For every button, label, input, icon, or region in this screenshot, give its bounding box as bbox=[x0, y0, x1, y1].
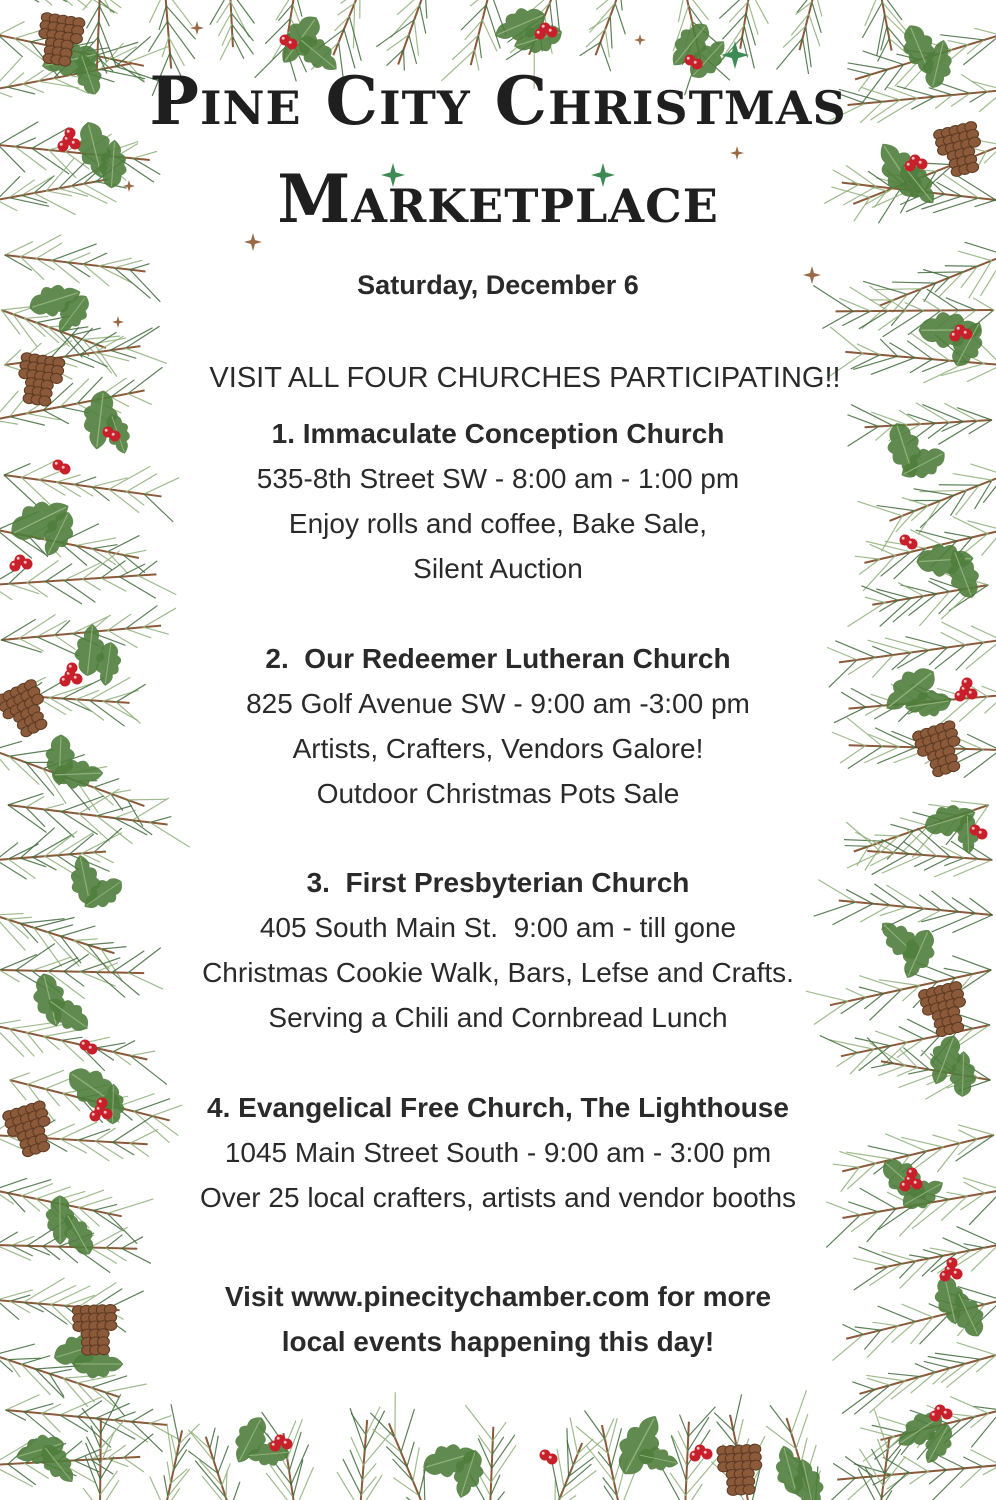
church-detail: 535-8th Street SW - 8:00 am - 1:00 pm bbox=[256, 463, 740, 494]
church-detail: Christmas Cookie Walk, Bars, Lefse and Crafts. bbox=[202, 957, 794, 988]
church-name: 1. Immaculate Conception Church bbox=[271, 418, 725, 449]
pine-branch bbox=[580, 0, 625, 71]
pine-branch bbox=[377, 0, 427, 70]
title-line-1: Pine City Christmas bbox=[149, 62, 847, 140]
pine-branch bbox=[189, 1428, 240, 1500]
church-detail: Over 25 local crafters, artists and vendor booths bbox=[199, 1182, 797, 1213]
footer-line-1: Visit www.pinecitychamber.com for more bbox=[224, 1281, 772, 1312]
pinecone bbox=[1, 1100, 58, 1161]
footer-line-2: local events happening this day! bbox=[281, 1326, 715, 1357]
intro-text: VISIT ALL FOUR CHURCHES PARTICIPATING!! bbox=[209, 362, 841, 394]
pinecone bbox=[911, 719, 968, 780]
church-block bbox=[130, 1085, 866, 1220]
church-detail: 825 Golf Avenue SW - 9:00 am -3:00 pm bbox=[246, 688, 750, 719]
church-block bbox=[130, 411, 866, 591]
holly-berry-cluster bbox=[80, 1040, 98, 1055]
church-detail: Artists, Crafters, Vendors Galore! bbox=[292, 733, 704, 764]
church-detail: Serving a Chili and Cornbread Lunch bbox=[268, 1002, 728, 1033]
sparkle-icon bbox=[112, 316, 124, 328]
sparkle-icon bbox=[634, 34, 646, 46]
pine-branch bbox=[854, 1227, 996, 1290]
church-detail: Silent Auction bbox=[413, 553, 583, 584]
pine-branch bbox=[82, 1395, 124, 1500]
pinecone bbox=[14, 352, 65, 408]
church-block bbox=[130, 636, 866, 816]
church-name: 3. First Presbyterian Church bbox=[306, 867, 690, 898]
pine-branch bbox=[829, 1450, 996, 1500]
pinecone bbox=[0, 678, 56, 742]
holly-berry-cluster bbox=[53, 460, 71, 475]
church-detail: 1045 Main Street South - 9:00 am - 3:00 pm bbox=[224, 1137, 772, 1168]
pine-branch bbox=[150, 1405, 199, 1500]
holly-berry-cluster bbox=[900, 535, 918, 550]
event-date: Saturday, December 6 bbox=[357, 270, 639, 300]
pinecone bbox=[717, 1444, 764, 1496]
sparkle-icon bbox=[730, 146, 744, 160]
church-detail: 405 South Main St. 9:00 am - till gone bbox=[259, 912, 737, 943]
pine-branch bbox=[337, 1407, 391, 1500]
holly-berry-cluster bbox=[540, 1450, 558, 1465]
church-detail: Outdoor Christmas Pots Sale bbox=[316, 778, 680, 809]
pine-branch bbox=[848, 403, 992, 446]
church-detail: Enjoy rolls and coffee, Bake Sale, bbox=[288, 508, 708, 539]
title-line-2: Marketplace bbox=[277, 160, 719, 238]
footer-note bbox=[130, 1274, 866, 1364]
pine-branch bbox=[210, 0, 254, 59]
pine-branch bbox=[0, 1278, 143, 1337]
holly-berry-cluster bbox=[690, 1445, 713, 1462]
sparkle-icon bbox=[190, 21, 204, 35]
church-name: 4. Evangelical Free Church, The Lighthouse bbox=[207, 1092, 789, 1123]
holly-berry-cluster bbox=[10, 555, 33, 572]
church-name: 2. Our Redeemer Lutheran Church bbox=[265, 643, 731, 674]
church-block bbox=[130, 860, 866, 1040]
pine-branch bbox=[716, 0, 768, 68]
pine-branch bbox=[858, 1410, 910, 1500]
